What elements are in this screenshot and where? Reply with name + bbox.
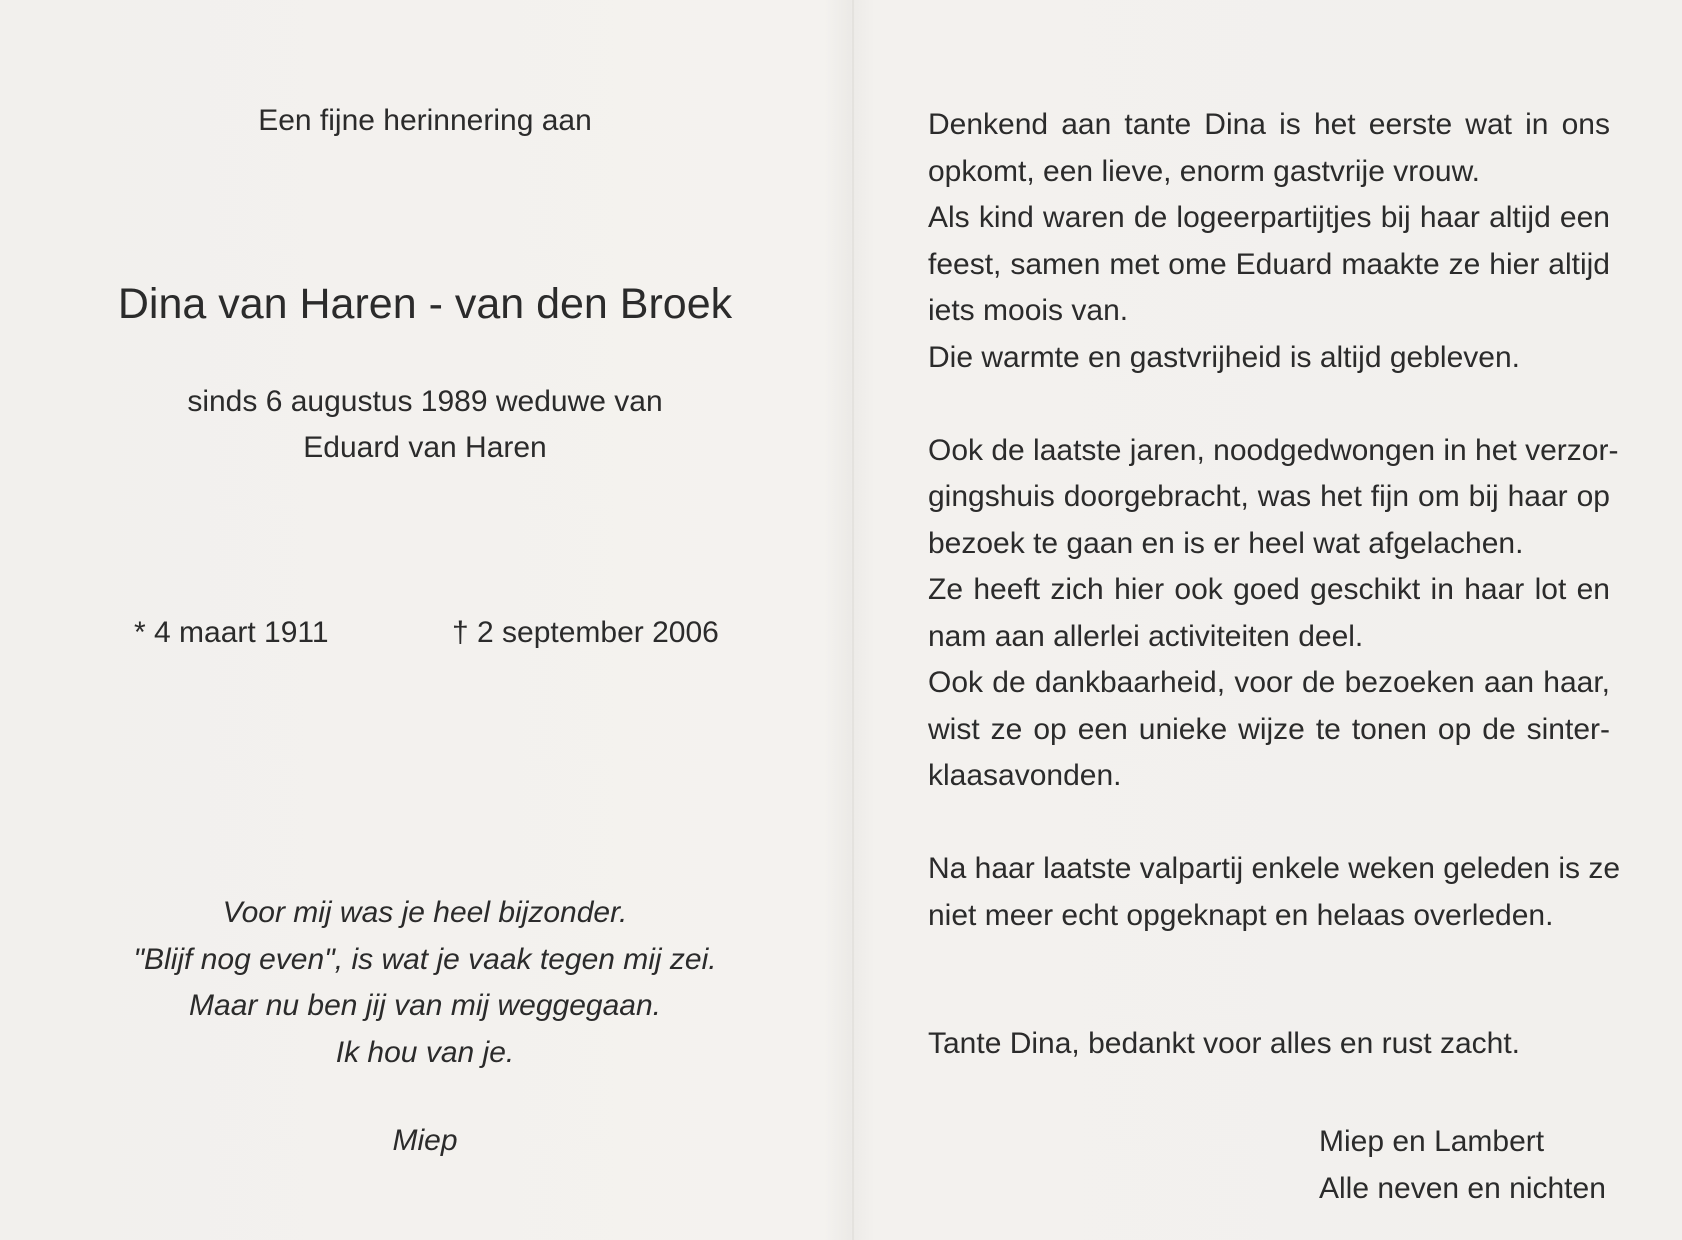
poem-line: Maar nu ben jij van mij weggegaan. <box>189 989 661 1022</box>
text-line: nam aan allerlei activiteiten deel. <box>928 619 1364 653</box>
text-line: Ze heeft zich hier ook goed geschikt in haar lot en <box>928 573 1610 606</box>
widow-line-2: Eduard van Haren <box>303 431 547 464</box>
text-line: bezoek te gaan en is er heel wat afgelachen. <box>928 526 1524 560</box>
signature-line: Miep en Lambert <box>1319 1125 1545 1158</box>
paragraph <box>928 102 1610 381</box>
signature-line: Alle neven en nichten <box>1319 1172 1606 1205</box>
death-date: † 2 september 2006 <box>452 616 719 649</box>
poem <box>60 890 790 1076</box>
text-line: Ook de laatste jaren, noodgedwongen in het verzor- <box>928 433 1619 467</box>
text-line: feest, samen met ome Eduard maakte ze hier altijd <box>928 247 1610 281</box>
text-line: Ook de dankbaarheid, voor de bezoeken aan haar, <box>928 666 1610 699</box>
paragraph <box>928 428 1619 800</box>
text-line: iets moois van. <box>928 294 1129 327</box>
text-line: klaasavonden. <box>928 759 1122 792</box>
text-line: Als kind waren de logeerpartijtjes bij haar altijd een <box>928 201 1610 234</box>
deceased-name: Dina van Haren - van den Broek <box>117 280 733 328</box>
signatures <box>1319 1118 1606 1212</box>
text-line: niet meer echt opgeknapt en helaas overleden. <box>928 898 1554 932</box>
birth-date: * 4 maart 1911 <box>134 616 329 649</box>
left-page <box>60 0 790 1240</box>
text-line: Na haar laatste valpartij enkele weken geleden is ze <box>928 852 1621 885</box>
poem-signature: Miep <box>392 1124 458 1157</box>
text-line: Die warmte en gastvrijheid is altijd gebleven. <box>928 340 1520 374</box>
intro-text: Een fijne herinnering aan <box>258 104 592 137</box>
card-fold <box>852 0 854 1240</box>
paragraph <box>928 846 1621 939</box>
text-line: Denkend aan tante Dina is het eerste wat in ons <box>928 108 1610 141</box>
widow-line-1: sinds 6 augustus 1989 weduwe van <box>187 385 663 418</box>
text-line: wist ze op een unieke wijze te tonen op de sinter- <box>928 712 1610 746</box>
text-line: opkomt, een lieve, enorm gastvrije vrouw. <box>928 154 1480 188</box>
right-page-text <box>928 102 1621 986</box>
poem-line: Ik hou van je. <box>335 1035 515 1069</box>
text-line: gingshuis doorgebracht, was het fijn om bij haar op <box>928 480 1610 513</box>
closing-line: Tante Dina, bedankt voor alles en rust zacht. <box>928 1027 1521 1060</box>
poem-line: Voor mij was je heel bijzonder. <box>222 896 628 929</box>
poem-line: "Blijf nog even", is wat je vaak tegen mij zei. <box>133 942 717 976</box>
